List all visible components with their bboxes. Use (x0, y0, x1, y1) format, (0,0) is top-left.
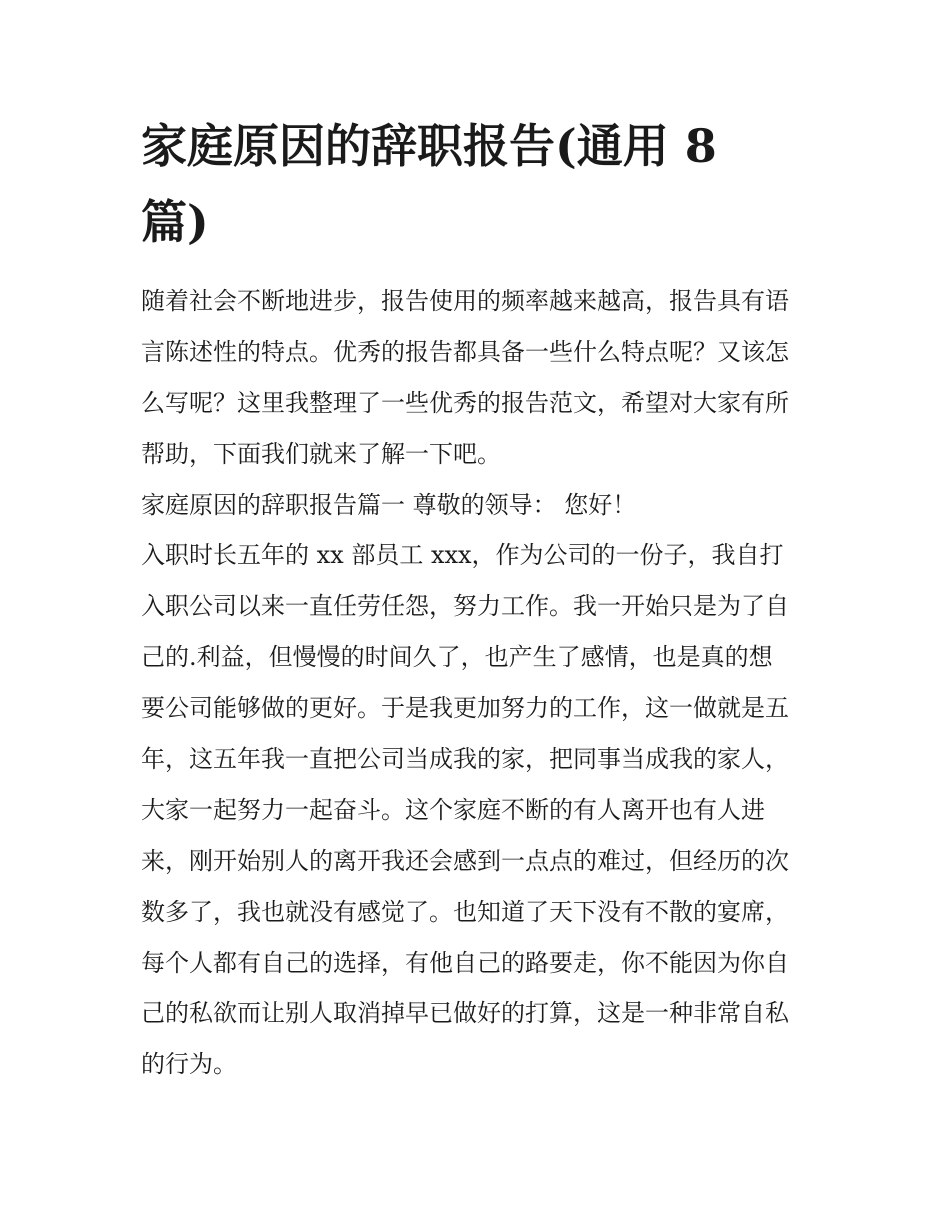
title-line-2: 篇) (141, 195, 209, 249)
text-line: 来，刚开始别人的离开我还会感到一点点的难过，但经历的次 (141, 846, 789, 875)
text-line: 帮助，下面我们就来了解一下吧。 (141, 439, 501, 468)
document-body (141, 276, 831, 1090)
text-line: 己的私欲而让别人取消掉早已做好的打算，这是一种非常自私 (141, 999, 789, 1028)
text-line: 的行为。 (141, 1050, 237, 1079)
text-line: 要公司能够做的更好。于是我更加努力的工作，这一做就是五 (141, 694, 789, 723)
section-heading-line: 家庭原因的辞职报告篇一 尊敬的领导： 您好！ (141, 490, 637, 519)
text-line: 己的.利益，但慢慢的时间久了，也产生了感情，也是真的想 (141, 643, 773, 672)
document-title (141, 108, 821, 260)
text-line: 入职时长五年的 xx 部员工 xxx，作为公司的一份子，我自打 (141, 541, 784, 570)
text-line: 随着社会不断地进步，报告使用的频率越来越高，报告具有语 (141, 287, 789, 315)
text-line: 年，这五年我一直把公司当成我的家，把同事当成我的家人， (141, 745, 789, 774)
text-line: 大家一起努力一起奋斗。这个家庭不断的有人离开也有人进 (141, 795, 765, 824)
text-line: 入职公司以来一直任劳任怨，努力工作。我一开始只是为了自 (141, 592, 789, 621)
text-line: 每个人都有自己的选择，有他自己的路要走，你不能因为你自 (141, 948, 789, 977)
text-line: 么写呢？这里我整理了一些优秀的报告范文，希望对大家有所 (141, 388, 789, 417)
text-line: 数多了，我也就没有感觉了。也知道了天下没有不散的宴席， (141, 897, 789, 926)
text-line: 言陈述性的特点。优秀的报告都具备一些什么特点呢？又该怎 (141, 337, 789, 366)
title-line-1: 家庭原因的辞职报告(通用 8 (141, 119, 717, 173)
